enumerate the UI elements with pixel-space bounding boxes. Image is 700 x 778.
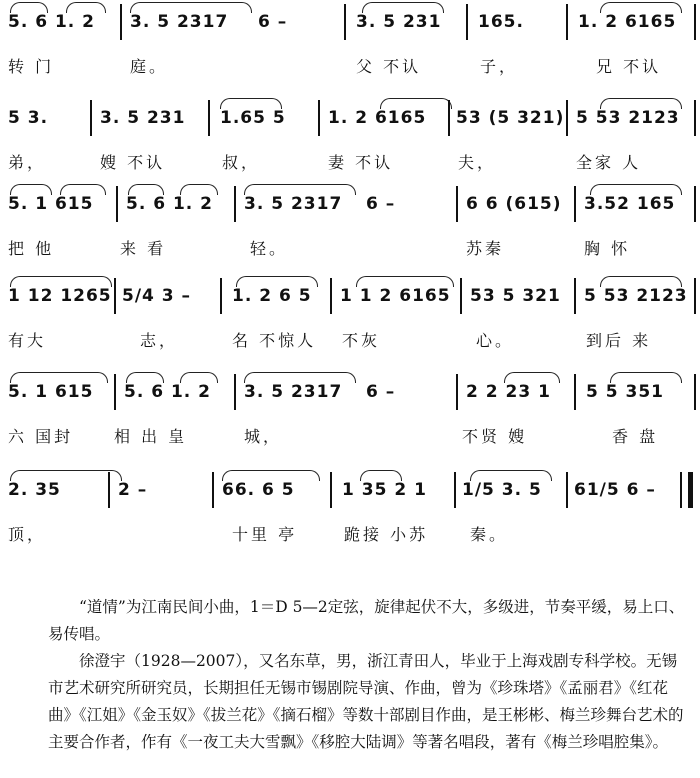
barline — [212, 472, 214, 508]
barline — [566, 100, 568, 136]
barline — [456, 374, 458, 410]
lyric-segment: 相 出 皇 — [114, 427, 188, 446]
notes-segment: 6 6 (615) — [466, 194, 562, 214]
notes-segment: 53 5 321 — [470, 286, 561, 306]
lyric-segment: 心。 — [476, 331, 515, 350]
notes-segment: 6 – — [366, 194, 396, 214]
barline — [460, 278, 462, 314]
notes-segment: 5. 1 615 — [8, 382, 94, 402]
lyric-segment: 子， — [480, 57, 519, 76]
barline — [694, 278, 696, 314]
notes-segment: 5. 6 1. 2 — [124, 382, 211, 402]
notes-segment: 2. 35 — [8, 480, 61, 500]
notes-segment: 1 35 2 1 — [342, 480, 427, 500]
barline — [220, 278, 222, 314]
notes-segment: 2 – — [118, 480, 148, 500]
barline — [208, 100, 210, 136]
notes-segment: 5. 1 615 — [8, 194, 94, 214]
lyric-segment: 苏秦 — [466, 239, 505, 258]
barline — [330, 472, 332, 508]
lyric-segment: 秦。 — [470, 525, 509, 544]
notes-segment: 3. 5 231 — [356, 12, 442, 32]
barline — [574, 278, 576, 314]
paragraph-tune-description: “道情”为江南民间小曲，1＝D 5—2定弦，旋律起伏不大，多级进，节奏平缓，易上口、易传唱。 — [48, 598, 685, 643]
notes-line — [0, 184, 700, 226]
paragraph-composer-bio: 徐澄宇（1928—2007），又名东草，男，浙江青田人，毕业于上海戏剧专科学校。无锡市艺术研究所研究员，长期担任无锡市锡剧院导演、作曲，曾为《珍珠塔》《孟丽君》《红花曲》《江姐》《金玉奴》《拔兰花》《摘石榴》等数十部剧目作曲，是王彬彬、梅兰珍舞台艺术的主要合作者，作有《一夜工夫大雪飘》《移腔大陆调》等著名唱段，著有《梅兰珍唱腔集》。 — [48, 652, 684, 751]
lyric-segment: 把 他 — [8, 239, 55, 258]
notes-segment: 5. 6 1. 2 — [126, 194, 213, 214]
lyric-segment: 十里 亭 — [232, 525, 298, 544]
lyric-segment: 庭。 — [130, 57, 169, 76]
lyric-segment: 跪接 小苏 — [344, 525, 429, 544]
notes-segment: 5 53 2123 — [584, 286, 688, 306]
notes-segment: 3. 5 2317 — [244, 382, 343, 402]
notes-segment: 53 (5 321) — [456, 108, 565, 128]
notes-line — [0, 372, 700, 414]
notes-segment: 5 5 351 — [586, 382, 664, 402]
lyric-segment: 有大 — [8, 331, 47, 350]
notes-segment: 3. 5 2317 — [130, 12, 229, 32]
notes-segment: 1.65 5 — [220, 108, 286, 128]
lyric-segment: 来 看 — [120, 239, 167, 258]
notes-line — [0, 470, 700, 512]
final-barline-thin — [680, 472, 682, 508]
barline — [234, 374, 236, 410]
lyric-segment: 名 不惊人 — [232, 331, 317, 350]
lyric-segment: 香 盘 — [612, 427, 659, 446]
notes-segment: 1. 2 6165 — [578, 12, 677, 32]
barline — [90, 100, 92, 136]
lyric-segment: 弟， — [8, 153, 47, 172]
lyric-segment: 志， — [140, 331, 179, 350]
score-system-3 — [0, 184, 700, 272]
barline — [448, 100, 450, 136]
barline — [330, 278, 332, 314]
lyric-segment: 轻。 — [250, 239, 289, 258]
barline — [318, 100, 320, 136]
score-system-1 — [0, 2, 700, 90]
lyric-segment: 妻 不认 — [328, 153, 394, 172]
barline — [454, 472, 456, 508]
commentary-text — [48, 594, 688, 756]
lyric-segment: 不贤 嫂 — [462, 427, 528, 446]
lyric-line — [0, 522, 700, 546]
notes-segment: 1/5 3. 5 — [462, 480, 542, 500]
notes-segment: 5 53 2123 — [576, 108, 680, 128]
lyric-segment: 转 门 — [8, 57, 55, 76]
notes-segment: 66. 6 5 — [222, 480, 295, 500]
notes-segment: 2 2 23 1 — [466, 382, 551, 402]
score-system-6 — [0, 470, 700, 558]
notes-segment: 3.52 165 — [584, 194, 676, 214]
barline — [694, 100, 696, 136]
barline — [574, 186, 576, 222]
barline — [116, 186, 118, 222]
lyric-segment: 六 国封 — [8, 427, 74, 446]
lyric-line — [0, 54, 700, 78]
notes-segment: 5/4 3 – — [122, 286, 192, 306]
lyric-segment: 城， — [244, 427, 283, 446]
score-system-2 — [0, 98, 700, 186]
lyric-line — [0, 150, 700, 174]
barline — [466, 4, 468, 40]
lyric-line — [0, 424, 700, 448]
barline — [694, 4, 696, 40]
notes-line — [0, 276, 700, 318]
notes-segment: 61/5 6 – — [574, 480, 656, 500]
lyric-segment: 顶， — [8, 525, 47, 544]
notes-line — [0, 98, 700, 140]
score-system-4 — [0, 276, 700, 364]
final-barline-thick — [688, 472, 693, 508]
notes-segment: 3. 5 231 — [100, 108, 186, 128]
barline — [108, 472, 110, 508]
notes-segment: 1 1 2 6165 — [340, 286, 451, 306]
lyric-line — [0, 328, 700, 352]
notes-line — [0, 2, 700, 44]
lyric-segment: 胸 怀 — [584, 239, 631, 258]
lyric-segment: 全家 人 — [576, 153, 642, 172]
notes-segment: 1. 2 6165 — [328, 108, 427, 128]
lyric-segment: 父 不认 — [356, 57, 422, 76]
lyric-segment: 兄 不认 — [596, 57, 662, 76]
lyric-line — [0, 236, 700, 260]
notes-segment: 6 – — [366, 382, 396, 402]
notes-segment: 6 – — [258, 12, 288, 32]
barline — [694, 374, 696, 410]
lyric-segment: 到后 来 — [586, 331, 652, 350]
notes-segment: 1. 2 6 5 — [232, 286, 312, 306]
barline — [114, 374, 116, 410]
barline — [574, 374, 576, 410]
barline — [456, 186, 458, 222]
notes-segment: 1 12 1265 — [8, 286, 112, 306]
barline — [566, 4, 568, 40]
lyric-segment: 夫， — [458, 153, 497, 172]
notes-segment: 5. 6 1. 2 — [8, 12, 95, 32]
barline — [234, 186, 236, 222]
barline — [344, 4, 346, 40]
barline — [120, 4, 122, 40]
barline — [694, 186, 696, 222]
barline — [566, 472, 568, 508]
lyric-segment: 不灰 — [342, 331, 381, 350]
score-system-5 — [0, 372, 700, 460]
lyric-segment: 叔， — [222, 153, 261, 172]
notes-segment: 5 3. — [8, 108, 49, 128]
lyric-segment: 嫂 不认 — [100, 153, 166, 172]
notes-segment: 165. — [478, 12, 524, 32]
notes-segment: 3. 5 2317 — [244, 194, 343, 214]
barline — [114, 278, 116, 314]
